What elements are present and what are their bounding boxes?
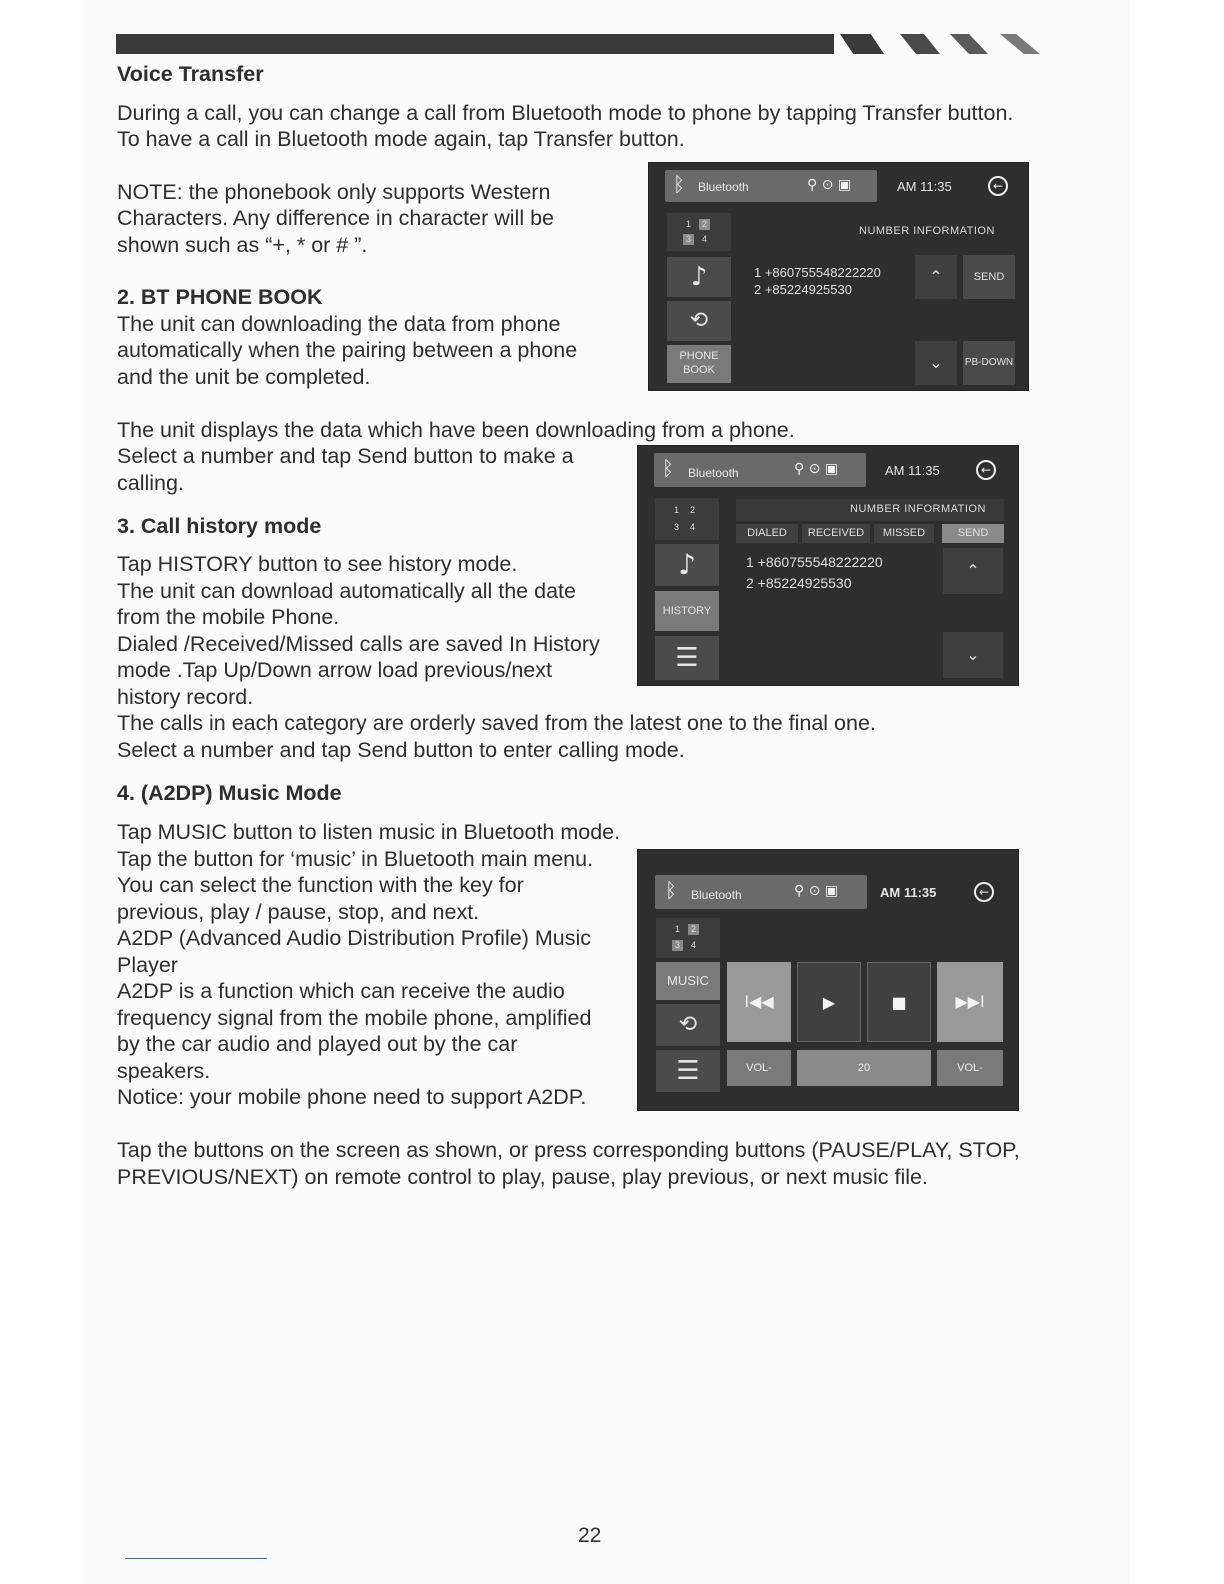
back-icon[interactable]: ← xyxy=(976,460,996,480)
music-screen xyxy=(637,849,1019,1111)
status-icons: ⚲ ⊙ ▣ xyxy=(807,177,852,193)
keypad-key: 4 xyxy=(690,940,696,950)
note-line: Characters. Any difference in character will be xyxy=(117,206,554,230)
music-line: previous, play / pause, stop, and next. xyxy=(117,900,480,924)
music-line: Tap MUSIC button to listen music in Bluetooth mode. xyxy=(117,820,621,844)
music-note-icon[interactable]: ♪ xyxy=(655,544,719,586)
phone-number-entry[interactable]: 1 +860755548222220 xyxy=(754,265,881,280)
back-icon[interactable]: ← xyxy=(974,882,994,902)
music-line: A2DP is a function which can receive the audio xyxy=(117,979,565,1003)
bluetooth-icon: ᛒ xyxy=(673,172,685,196)
music-note-icon[interactable]: ♪ xyxy=(667,257,731,297)
volume-level: 20 xyxy=(797,1050,931,1086)
number-info-header-label: NUMBER INFORMATION xyxy=(850,503,986,515)
music-line: speakers. xyxy=(117,1059,211,1083)
music-line: Player xyxy=(117,953,178,977)
play-button[interactable]: ▶ xyxy=(797,962,861,1042)
stop-button[interactable]: ■ xyxy=(867,962,931,1042)
history-line: The calls in each category are orderly saved from the latest one to the final one. xyxy=(117,711,876,735)
phonebook-title: 2. BT PHONE BOOK xyxy=(117,285,323,309)
keypad-key: 1 xyxy=(673,505,679,515)
status-icons: ⚲ ⊙ ▣ xyxy=(794,461,839,477)
phone-number-entry[interactable]: 2 +85224925530 xyxy=(746,575,852,591)
keypad-key: 3 xyxy=(673,522,679,532)
history-line: Tap HISTORY button to see history mode. xyxy=(117,552,518,576)
send-button[interactable]: SEND xyxy=(942,524,1004,543)
history-line: Select a number and tap Send button to enter calling mode. xyxy=(117,738,685,762)
clock: AM 11:35 xyxy=(880,885,937,900)
scroll-down-icon[interactable]: ⌄ xyxy=(915,341,957,385)
phone-number-entry[interactable]: 2 +85224925530 xyxy=(754,282,852,297)
volume-up-button[interactable]: VOL- xyxy=(937,1050,1003,1086)
keypad-key: 2 xyxy=(699,219,710,230)
history-button[interactable]: HISTORY xyxy=(655,591,719,631)
phonebook-line: automatically when the pairing between a phone xyxy=(117,338,578,362)
keypad-button[interactable] xyxy=(656,918,720,958)
keypad-key: 4 xyxy=(689,522,695,532)
status-icons: ⚲ ⊙ ▣ xyxy=(794,883,839,899)
music-line: by the car audio and played out by the car xyxy=(117,1032,518,1056)
bluetooth-label: Bluetooth xyxy=(688,466,739,480)
keypad-key: 1 xyxy=(685,219,691,229)
keypad-key: 3 xyxy=(672,940,683,951)
keypad-key: 4 xyxy=(701,234,707,244)
note-line: NOTE: the phonebook only supports Western xyxy=(117,180,551,204)
history-line: Dialed /Received/Missed calls are saved In History xyxy=(117,632,600,656)
number-info-header: NUMBER INFORMATION xyxy=(859,225,995,237)
send-button[interactable]: SEND xyxy=(963,255,1015,299)
phonebook-line: The unit displays the data which have been downloading from a phone. xyxy=(117,418,795,442)
music-button[interactable]: MUSIC xyxy=(656,962,720,1000)
phonebook-line: and the unit be completed. xyxy=(117,365,371,389)
history-title: 3. Call history mode xyxy=(117,514,322,538)
bluetooth-label: Bluetooth xyxy=(698,180,749,194)
phonebook-screen xyxy=(648,162,1029,391)
history-line: The unit can download automatically all the date xyxy=(117,579,576,603)
music-line: You can select the function with the key for xyxy=(117,873,524,897)
keypad-key: 2 xyxy=(688,924,699,935)
phonebook-button[interactable]: PHONE BOOK xyxy=(667,345,731,383)
tab-received[interactable]: RECEIVED xyxy=(802,524,870,543)
header-bar xyxy=(116,34,834,54)
phonebook-line: calling. xyxy=(117,471,184,495)
pb-down-button[interactable]: PB-DOWN xyxy=(963,341,1015,385)
bluetooth-icon: ᛒ xyxy=(662,456,674,480)
bluetooth-icon: ᛒ xyxy=(665,878,677,902)
scroll-down-icon[interactable]: ⌄ xyxy=(943,632,1003,678)
menu-list-icon[interactable]: ☰ xyxy=(655,636,719,680)
call-history-icon[interactable]: ⟲ xyxy=(656,1004,720,1046)
phonebook-line: Select a number and tap Send button to make a xyxy=(117,444,574,468)
intro-line: During a call, you can change a call from Bluetooth mode to phone by tapping Transfer button. xyxy=(117,101,1014,125)
history-screen xyxy=(637,445,1019,686)
music-line: frequency signal from the mobile phone, amplified xyxy=(117,1006,592,1030)
note-line: shown such as “+, * or # ”. xyxy=(117,233,368,257)
music-line: Notice: your mobile phone need to support A2DP. xyxy=(117,1085,587,1109)
scroll-up-icon[interactable]: ⌃ xyxy=(943,548,1003,594)
history-line: mode .Tap Up/Down arrow load previous/next xyxy=(117,658,552,682)
keypad-key: 3 xyxy=(683,234,694,245)
history-line: from the mobile Phone. xyxy=(117,605,340,629)
next-track-button[interactable]: ▶▶I xyxy=(937,962,1003,1042)
menu-list-icon[interactable]: ☰ xyxy=(656,1050,720,1092)
tab-missed[interactable]: MISSED xyxy=(874,524,934,543)
music-title: 4. (A2DP) Music Mode xyxy=(117,781,342,805)
bluetooth-label: Bluetooth xyxy=(691,888,742,902)
tab-dialed[interactable]: DIALED xyxy=(736,524,798,543)
keypad-key: 1 xyxy=(674,924,680,934)
closing-line: PREVIOUS/NEXT) on remote control to play, pause, play previous, or next music file. xyxy=(117,1165,928,1189)
phonebook-line: The unit can downloading the data from phone xyxy=(117,312,561,336)
page-number: 22 xyxy=(578,1524,602,1547)
back-icon[interactable]: ← xyxy=(988,176,1008,196)
keypad-button[interactable] xyxy=(667,213,731,251)
intro-line: To have a call in Bluetooth mode again, tap Transfer button. xyxy=(117,127,685,151)
clock: AM 11:35 xyxy=(897,179,952,194)
volume-down-button[interactable]: VOL- xyxy=(727,1050,791,1086)
scroll-up-icon[interactable]: ⌃ xyxy=(915,255,957,299)
phone-number-entry[interactable]: 1 +860755548222220 xyxy=(746,554,883,570)
keypad-key: 2 xyxy=(689,505,695,515)
keypad-button[interactable] xyxy=(655,498,719,540)
closing-line: Tap the buttons on the screen as shown, or press corresponding buttons (PAUSE/PLAY, STOP, xyxy=(117,1138,1020,1162)
music-line: Tap the button for ‘music’ in Bluetooth main menu. xyxy=(117,847,594,871)
music-line: A2DP (Advanced Audio Distribution Profile) Music xyxy=(117,926,592,950)
previous-track-button[interactable]: I◀◀ xyxy=(727,962,791,1042)
clock: AM 11:35 xyxy=(885,463,940,478)
footer-line xyxy=(125,1558,267,1559)
history-line: history record. xyxy=(117,685,254,709)
call-history-icon[interactable]: ⟲ xyxy=(667,301,731,341)
section-title: Voice Transfer xyxy=(117,62,264,86)
